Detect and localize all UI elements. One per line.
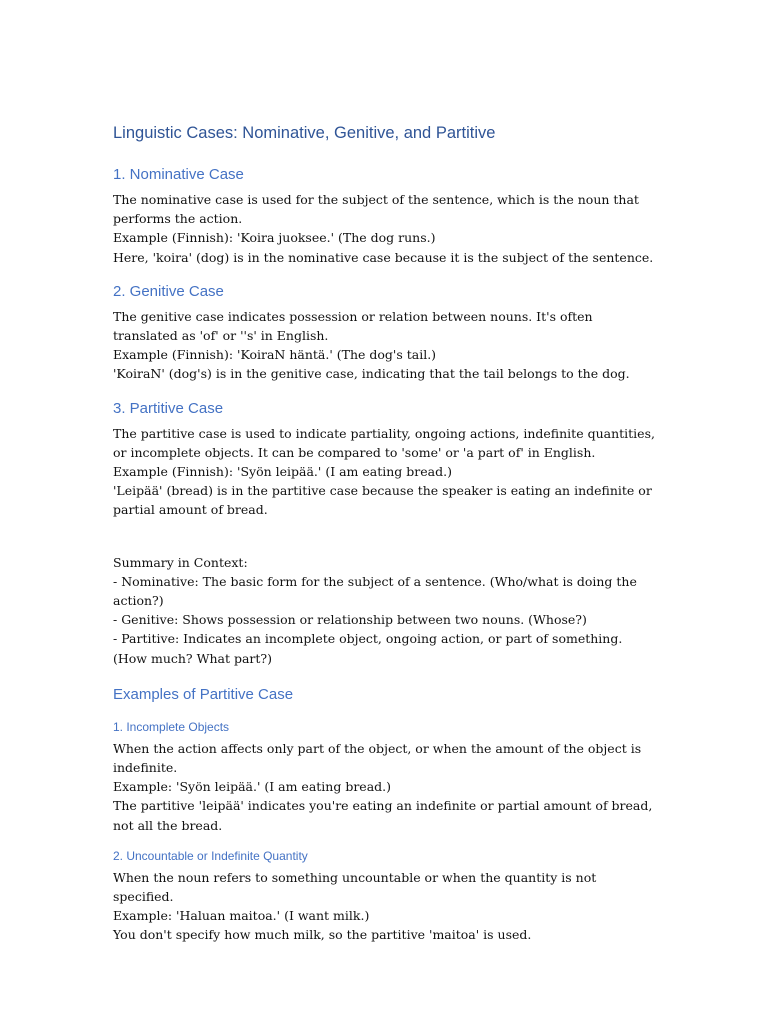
subsection-heading: 1. Incomplete Objects bbox=[113, 719, 230, 734]
paragraph: The genitive case indicates possession or relation between nouns. It's often translated as 'of' or ''s' in English. bbox=[113, 308, 593, 344]
summary-line: - Genitive: Shows possession or relationship between two nouns. (Whose?) bbox=[113, 612, 587, 628]
section-examples bbox=[113, 684, 658, 945]
summary-line: - Nominative: The basic form for the subject of a sentence. (Who/what is doing the action?) bbox=[113, 573, 637, 609]
paragraph: The nominative case is used for the subject of the sentence, which is the noun that performs the action. bbox=[113, 192, 639, 227]
paragraph: When the action affects only part of the object, or when the amount of the object is indefinite. bbox=[113, 740, 642, 776]
spacer bbox=[113, 534, 658, 553]
section-heading: 2. Genitive Case bbox=[113, 282, 224, 300]
paragraph: Example (Finnish): 'KoiraN häntä.' (The dog's tail.) bbox=[113, 347, 437, 363]
section-heading: 3. Partitive Case bbox=[113, 399, 224, 417]
section-heading: 1. Nominative Case bbox=[113, 166, 244, 183]
paragraph: Example (Finnish): 'Syön leipää.' (I am eating bread.) bbox=[113, 464, 452, 480]
section-genitive bbox=[113, 281, 658, 384]
paragraph: The partitive case is used to indicate partiality, ongoing actions, indefinite quantities, or incomplete objects. It can be compared to 'some' or 'a part of' in English. bbox=[113, 425, 655, 460]
summary-line: Summary in Context: bbox=[113, 554, 248, 570]
paragraph: You don't specify how much milk, so the partitive 'maitoa' is used. bbox=[113, 927, 532, 943]
subsection-incomplete-objects bbox=[113, 718, 658, 835]
document-title: Linguistic Cases: Nominative, Genitive, and Partitive bbox=[113, 124, 496, 142]
document-page bbox=[113, 122, 658, 959]
paragraph: 'Leipää' (bread) is in the partitive case because the speaker is eating an indefinite or partial amount of bread. bbox=[113, 483, 652, 518]
paragraph: When the noun refers to something uncountable or when the quantity is not specified. bbox=[113, 869, 597, 905]
summary-line: - Partitive: Indicates an incomplete object, ongoing action, or part of something. (How much? What part?) bbox=[113, 631, 623, 666]
paragraph: Example (Finnish): 'Koira juoksee.' (The dog runs.) bbox=[113, 230, 436, 246]
section-partitive bbox=[113, 398, 658, 520]
paragraph: The partitive 'leipää' indicates you're eating an indefinite or partial amount of bread, not all the bread. bbox=[113, 798, 653, 833]
section-heading: Examples of Partitive Case bbox=[113, 685, 294, 703]
paragraph: Example: 'Syön leipää.' (I am eating bread.) bbox=[113, 779, 391, 795]
paragraph: Here, 'koira' (dog) is in the nominative case because it is the subject of the sentence. bbox=[113, 249, 654, 265]
paragraph: Example: 'Haluan maitoa.' (I want milk.) bbox=[113, 908, 370, 924]
section-nominative bbox=[113, 164, 658, 267]
paragraph: 'KoiraN' (dog's) is in the genitive case, indicating that the tail belongs to the dog. bbox=[113, 366, 630, 382]
subsection-heading: 2. Uncountable or Indefinite Quantity bbox=[113, 848, 308, 863]
subsection-uncountable bbox=[113, 847, 658, 945]
summary-block bbox=[113, 553, 658, 668]
